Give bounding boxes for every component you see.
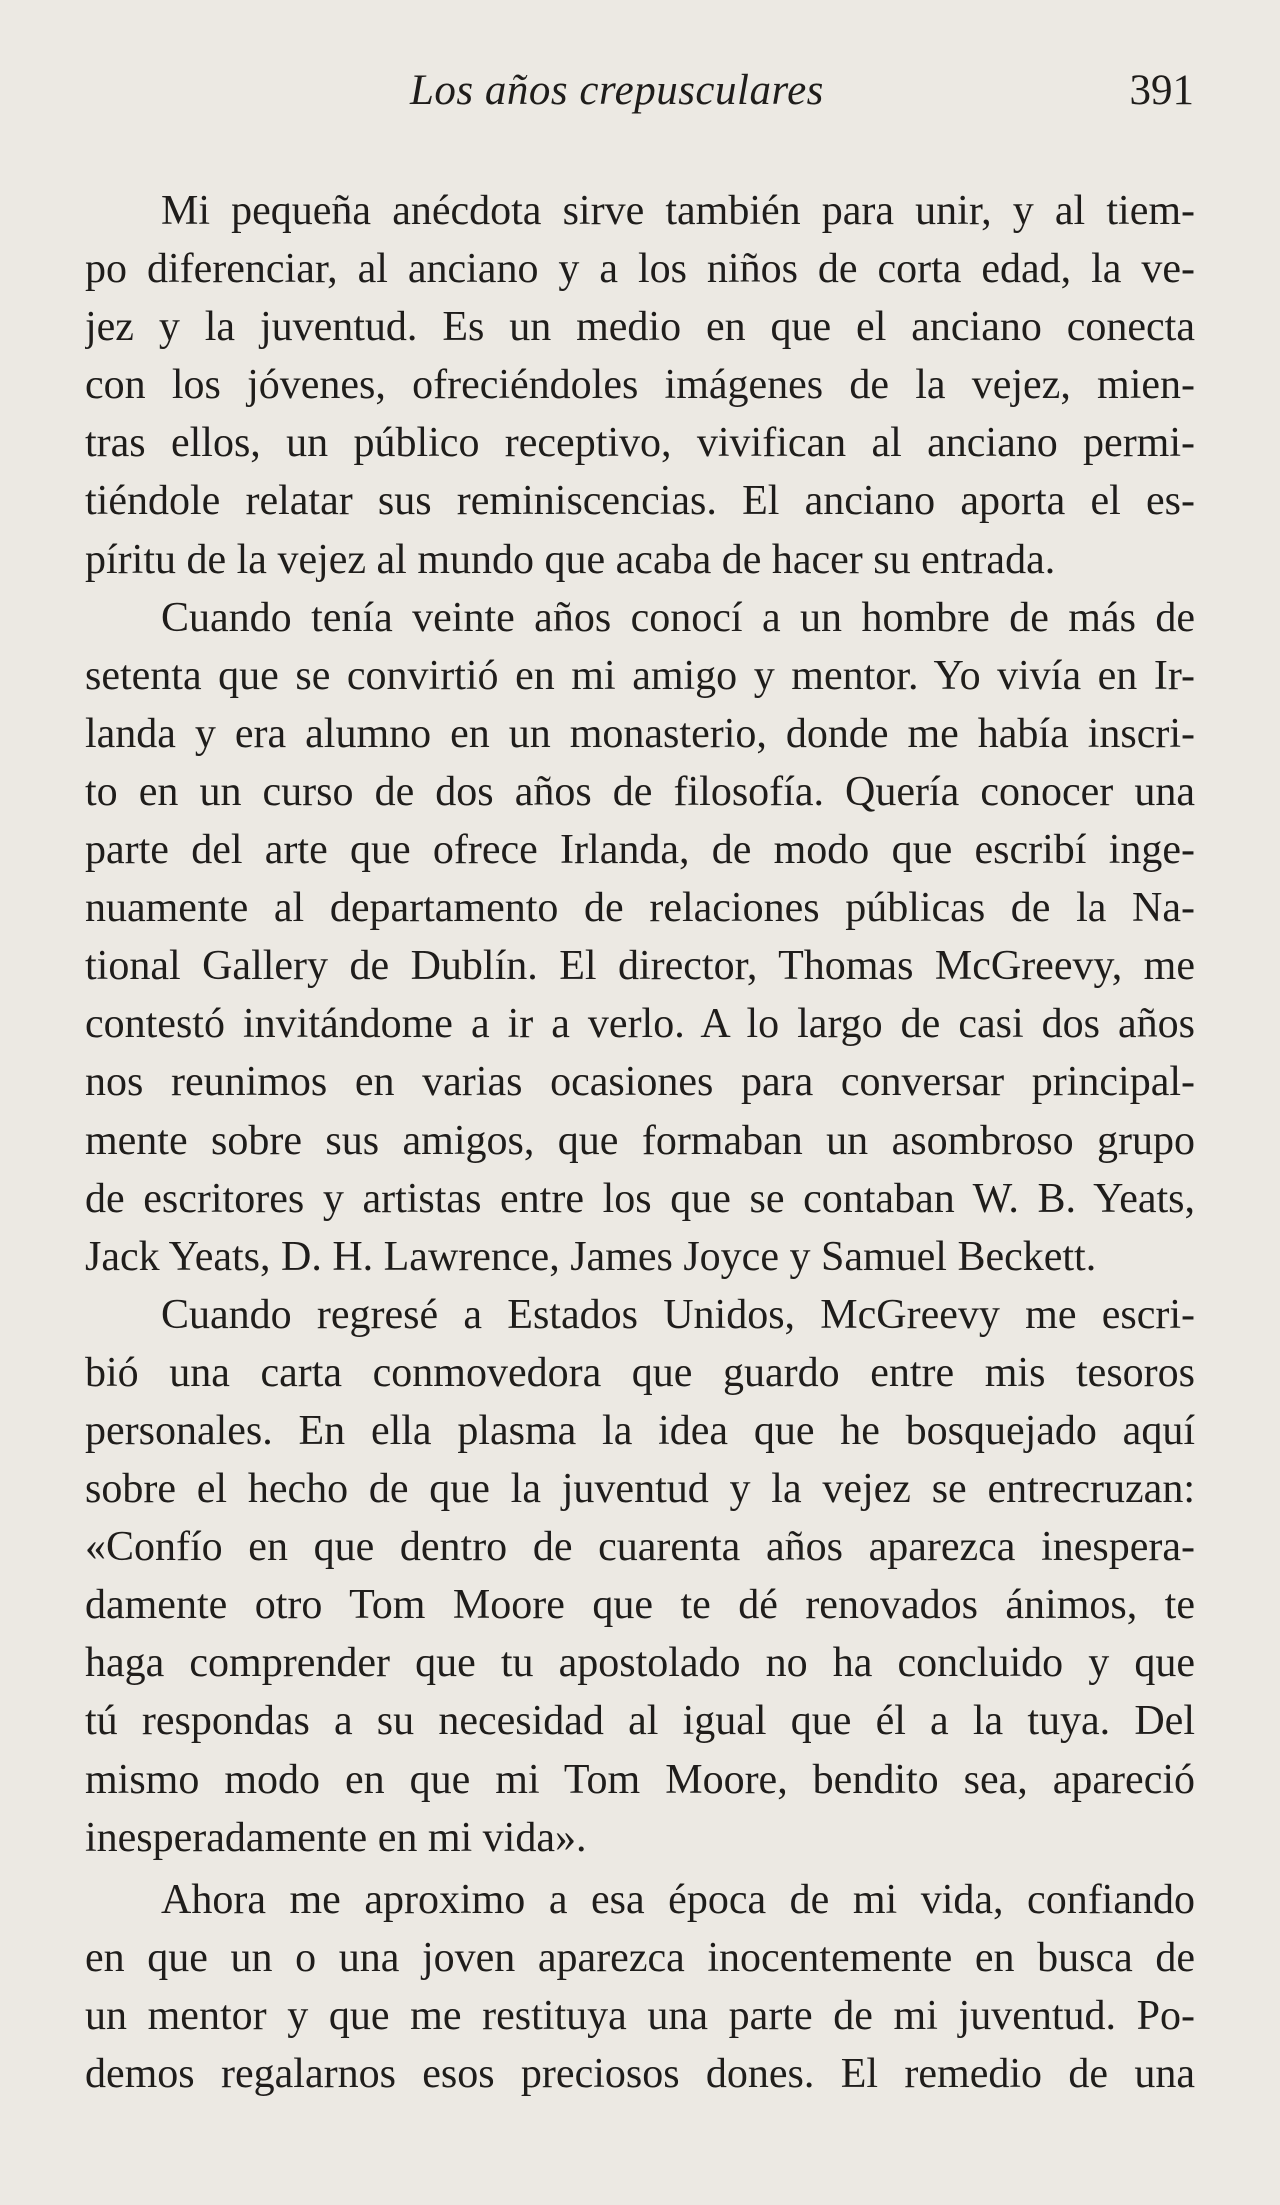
text-line: Cuando regresé a Estados Unidos, McGreevy me escri- [161, 1291, 1195, 1338]
text-line: landa y era alumno en un monasterio, donde me había inscri- [85, 710, 1195, 757]
text-line: Ahora me aproximo a esa época de mi vida, confiando [161, 1876, 1195, 1923]
text-line: contestó invitándome a ir a verlo. A lo largo de casi dos años [85, 1001, 1195, 1048]
text-line: Jack Yeats, D. H. Lawrence, James Joyce y Samuel Beckett. [85, 1233, 1097, 1280]
text-line: setenta que se convirtió en mi amigo y mentor. Yo vivía en Ir- [85, 652, 1195, 699]
page-number: 391 [1129, 67, 1194, 114]
text-line: tras ellos, un público receptivo, vivifican al anciano permi- [85, 420, 1195, 467]
text-line: personales. En ella plasma la idea que he bosquejado aquí [85, 1407, 1195, 1454]
text-line: «Confío en que dentro de cuarenta años aparezca inespera- [85, 1524, 1195, 1571]
text-line: tional Gallery de Dublín. El director, Thomas McGreevy, me [85, 943, 1195, 990]
body-text [85, 182, 1195, 2103]
text-line: damente otro Tom Moore que te dé renovados ánimos, te [85, 1582, 1195, 1629]
text-line: sobre el hecho de que la juventud y la vejez se entrecruzan: [85, 1466, 1195, 1513]
text-line: parte del arte que ofrece Irlanda, de modo que escribí inge- [85, 827, 1195, 874]
text-line: un mentor y que me restituya una parte de mi juventud. Po- [85, 1992, 1195, 2039]
text-line: de escritores y artistas entre los que se contaban W. B. Yeats, [85, 1175, 1195, 1222]
text-line: to en un curso de dos años de filosofía. Quería conocer una [85, 768, 1195, 815]
text-line: jez y la juventud. Es un medio en que el anciano conecta [85, 304, 1195, 351]
running-title: Los años crepusculares [410, 67, 824, 114]
text-line: Mi pequeña anécdota sirve también para unir, y al tiem- [161, 188, 1195, 234]
text-line: mente sobre sus amigos, que formaban un asombroso grupo [85, 1117, 1195, 1164]
text-line: bió una carta conmovedora que guardo entre mis tesoros [85, 1349, 1195, 1396]
running-header [0, 62, 1280, 122]
text-line: po diferenciar, al anciano y a los niños de corta edad, la ve- [85, 246, 1195, 293]
text-line: en que un o una joven aparezca inocentemente en busca de [85, 1934, 1195, 1981]
text-line: con los jóvenes, ofreciéndoles imágenes de la vejez, mien- [85, 362, 1195, 409]
text-line: nuamente al departamento de relaciones públicas de la Na- [85, 885, 1195, 932]
text-line: nos reunimos en varias ocasiones para conversar principal- [85, 1059, 1195, 1106]
text-line: haga comprender que tu apostolado no ha concluido y que [85, 1640, 1195, 1687]
text-line: inesperadamente en mi vida». [85, 1814, 587, 1861]
text-line: demos regalarnos esos preciosos dones. El remedio de una [85, 2051, 1195, 2097]
text-line: Cuando tenía veinte años conocí a un hombre de más de [161, 594, 1195, 641]
text-line: mismo modo en que mi Tom Moore, bendito sea, apareció [85, 1756, 1195, 1803]
text-line: tiéndole relatar sus reminiscencias. El anciano aporta el es- [85, 478, 1195, 525]
text-line: tú respondas a su necesidad al igual que él a la tuya. Del [85, 1698, 1195, 1745]
text-line: píritu de la vejez al mundo que acaba de hacer su entrada. [85, 536, 1056, 583]
